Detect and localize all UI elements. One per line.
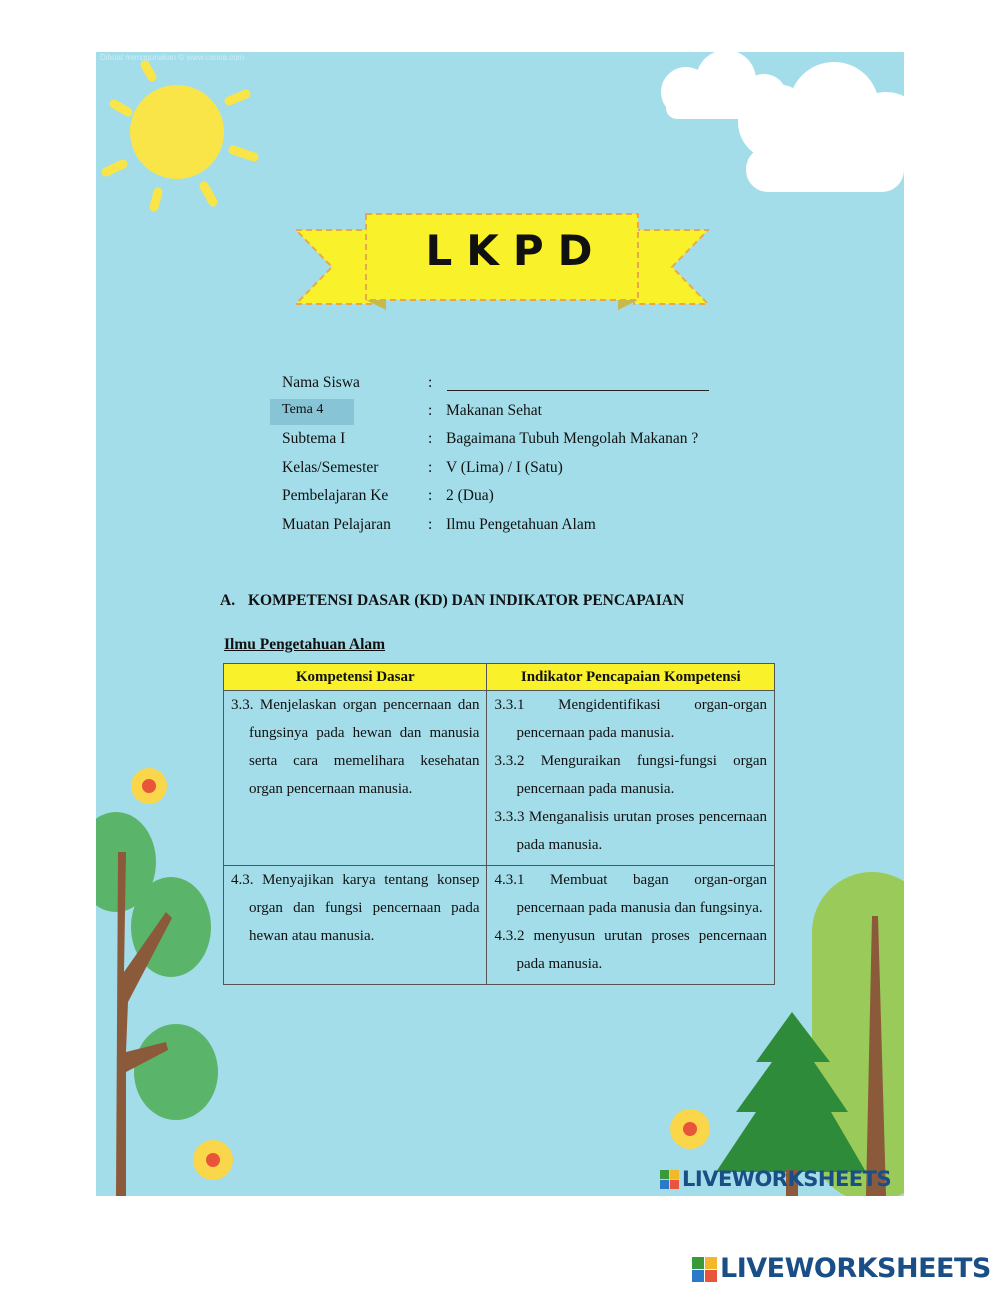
indicator-cell <box>487 691 775 866</box>
kd-cell <box>224 691 487 866</box>
table-header: Kompetensi Dasar <box>224 664 487 691</box>
liveworksheets-logo-icon <box>660 1170 680 1190</box>
info-label: Pembelajaran Ke <box>282 487 389 504</box>
info-colon: : <box>428 374 433 391</box>
canva-watermark: Dibuat menggunakan © www.canva.com <box>100 53 245 62</box>
background-decorations <box>96 52 904 1196</box>
tree-icon <box>96 812 218 1196</box>
name-blank-line[interactable] <box>447 390 709 391</box>
info-value: 2 (Dua) <box>446 487 494 504</box>
table-row <box>224 691 775 866</box>
section-title: KOMPETENSI DASAR (KD) DAN INDIKATOR PENCAPAIAN <box>248 592 685 609</box>
section-heading <box>220 592 684 610</box>
indicator-item: 3.3.1 Mengidentifikasi organ-organ pencernaan pada manusia. <box>494 697 767 741</box>
competency-table <box>223 663 775 985</box>
indicator-cell <box>487 866 775 985</box>
indicator-item: 4.3.2 menyusun urutan proses pencernaan pada manusia. <box>494 928 767 972</box>
table-header-row <box>224 664 775 691</box>
liveworksheets-watermark <box>660 1167 891 1191</box>
info-colon: : <box>428 459 433 476</box>
info-value: Makanan Sehat <box>446 402 542 419</box>
info-colon: : <box>428 402 433 419</box>
flower-icon <box>193 1140 233 1180</box>
info-label: Nama Siswa <box>282 374 360 391</box>
subject-title: Ilmu Pengetahuan Alam <box>224 636 386 653</box>
flower-icon <box>131 768 167 804</box>
section-number: A. <box>220 592 236 609</box>
info-label: Kelas/Semester <box>282 459 379 476</box>
info-label: Subtema I <box>282 430 346 447</box>
liveworksheets-logo-icon <box>692 1257 718 1283</box>
sun-icon <box>106 65 254 207</box>
liveworksheets-footer-logo[interactable] <box>692 1253 991 1284</box>
table-header: Indikator Pencapaian Kompetensi <box>487 664 775 691</box>
indicator-item: 4.3.1 Membuat bagan organ-organ pencernaan pada manusia dan fungsinya. <box>494 872 767 916</box>
page-title: LKPD <box>425 226 607 275</box>
indicator-item: 3.3.3 Menganalisis urutan proses pencernaan pada manusia. <box>494 809 767 853</box>
info-label: Muatan Pelajaran <box>282 516 391 533</box>
brand-text: LIVEWORKSHEETS <box>720 1253 991 1284</box>
flower-icon <box>670 1109 710 1149</box>
info-value: Bagaimana Tubuh Mengolah Makanan ? <box>446 430 699 447</box>
worksheet-page <box>96 52 904 1196</box>
indicator-item: 3.3.2 Menguraikan fungsi-fungsi organ pencernaan pada manusia. <box>494 753 767 797</box>
info-colon: : <box>428 487 433 504</box>
info-colon: : <box>428 516 433 533</box>
kd-cell <box>224 866 487 985</box>
info-value: V (Lima) / I (Satu) <box>446 459 563 476</box>
info-colon: : <box>428 430 433 447</box>
kd-text: 3.3. Menjelaskan organ pencernaan dan fungsinya pada hewan dan manusia serta cara memelihara kesehatan organ pencernaan manusia. <box>231 697 480 797</box>
info-label: Tema 4 <box>282 402 324 417</box>
brand-text: LIVEWORKSHEETS <box>682 1167 892 1191</box>
kd-text: 4.3. Menyajikan karya tentang konsep organ dan fungsi pencernaan pada hewan atau manusia. <box>231 872 480 944</box>
info-value: Ilmu Pengetahuan Alam <box>446 516 596 533</box>
table-row <box>224 866 775 985</box>
